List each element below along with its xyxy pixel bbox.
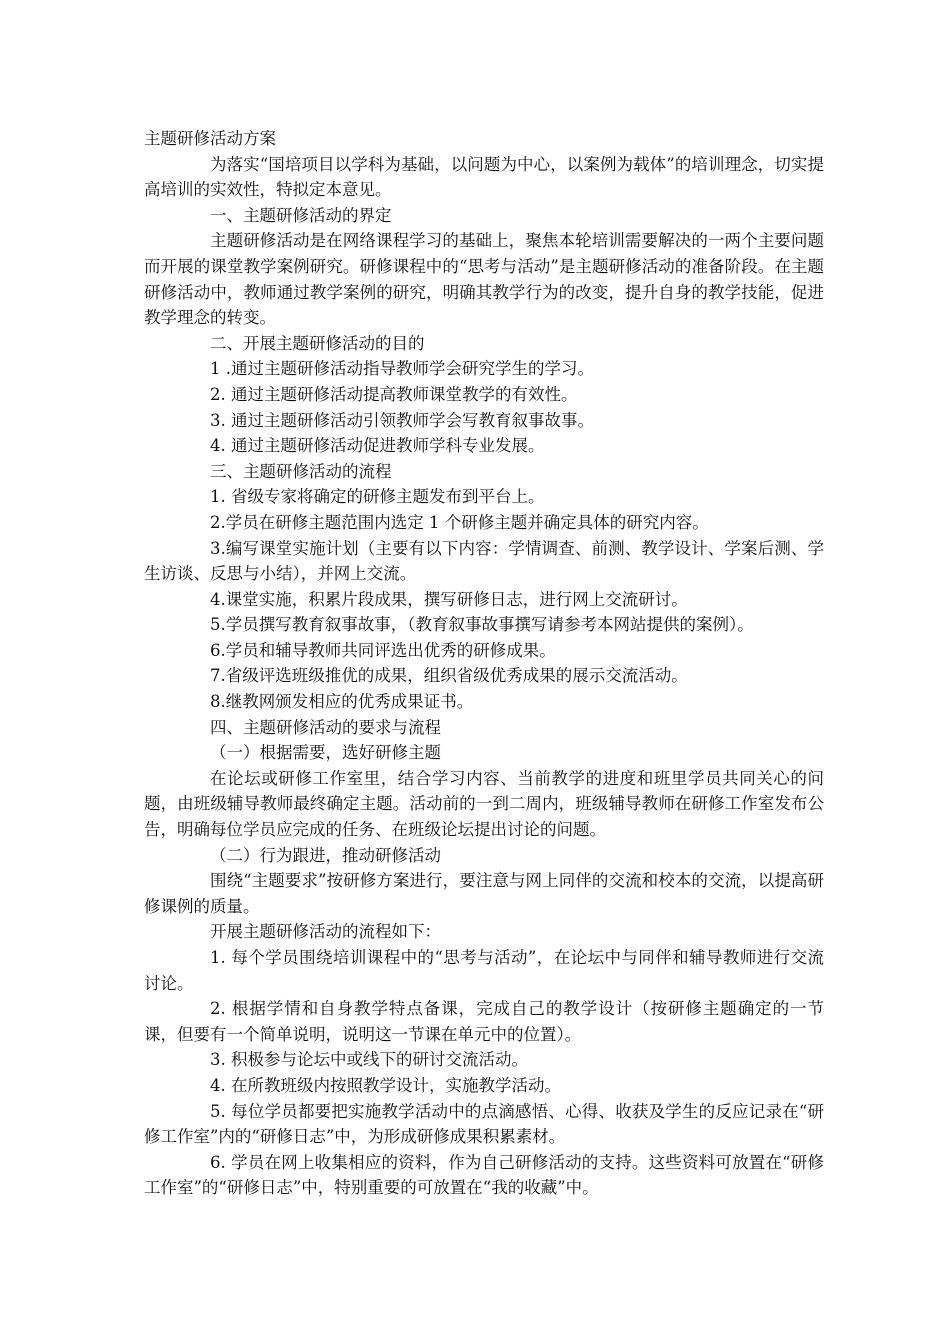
list-item-process-2: 2.学员在研修主题范围内选定 1 个研修主题并确定具体的研究内容。: [210, 512, 709, 532]
heading-section-1: 一、主题研修活动的界定: [210, 205, 392, 225]
paragraph-definition: 主题研修活动是在网络课程学习的基础上，聚焦本轮培训需要解决的一两个主要问题而开展的课堂教学案例研究。研修课程中的“思考与活动”是主题研修活动的准备阶段。在主题研修活动中，教师通过教学案例的研究，明确其教学行为的改变，提升自身的教学技能，促进教学理念的转变。: [144, 231, 824, 328]
list-item-purpose-2: 2. 通过主题研修活动提高教师课堂教学的有效性。: [210, 384, 578, 404]
list-item-process-4: 4.课堂实施，积累片段成果，撰写研修日志，进行网上交流研讨。: [210, 589, 688, 609]
list-item-flow-6: 6. 学员在网上收集相应的资料，作为自己研修活动的支持。这些资料可放置在“研修工作室”的“研修日志”中，特别重要的可放置在“我的收藏”中。: [144, 1152, 824, 1198]
list-item-purpose-1: 1 .通过主题研修活动指导教师学会研究学生的学习。: [210, 359, 594, 379]
list-item-flow-2: 2. 根据学情和自身教学特点备课，完成自己的教学设计（按研修主题确定的一节课，但要有一个简单说明，说明这一节课在单元中的位置）。: [144, 999, 824, 1044]
list-item-process-8: 8.继教网颁发相应的优秀成果证书。: [210, 692, 474, 712]
heading-section-3: 三、主题研修活动的流程: [210, 461, 392, 481]
list-item-process-1: 1. 省级专家将确定的研修主题发布到平台上。: [210, 487, 545, 507]
paragraph-4-2: 围绕“主题要求”按研修方案进行，要注意与网上同伴的交流和校本的交流，以提高研修课例的质量。: [144, 871, 824, 916]
paragraph-flow-intro: 开展主题研修活动的流程如下：: [210, 922, 441, 942]
list-item-purpose-3: 3. 通过主题研修活动引领教师学会写教育叙事故事。: [210, 410, 594, 430]
subheading-4-2: （二）行为跟进，推动研修活动: [210, 845, 441, 865]
list-item-flow-5: 5. 每位学员都要把实施教学活动中的点滴感悟、心得、收获及学生的反应记录在“研修工作室”内的“研修日志”中，为形成研修成果积累素材。: [144, 1101, 824, 1147]
list-item-flow-3: 3. 积极参与论坛中或线下的研讨交流活动。: [210, 1050, 528, 1070]
document-body: [144, 126, 824, 1201]
heading-section-4: 四、主题研修活动的要求与流程: [210, 717, 441, 737]
list-item-process-6: 6.学员和辅导教师共同评选出优秀的研修成果。: [210, 640, 556, 660]
list-item-process-3: 3.编写课堂实施计划（主要有以下内容：学情调查、前测、教学设计、学案后测、学生访谈、反思与小结），并网上交流。: [144, 538, 824, 584]
list-item-flow-4: 4. 在所教班级内按照教学设计，实施教学活动。: [210, 1075, 561, 1095]
list-item-process-5: 5.学员撰写教育叙事故事，（教育叙事故事撰写请参考本网站提供的案例）。: [210, 615, 754, 635]
list-item-purpose-4: 4. 通过主题研修活动促进教师学科专业发展。: [210, 436, 545, 456]
heading-section-2: 二、开展主题研修活动的目的: [210, 333, 425, 353]
list-item-process-7: 7.省级评选班级推优的成果，组织省级优秀成果的展示交流活动。: [210, 666, 688, 686]
document-title: 主题研修活动方案: [144, 129, 276, 148]
paragraph-4-1: 在论坛或研修工作室里，结合学习内容、当前教学的进度和班里学员共同关心的问题，由班级辅导教师最终确定主题。活动前的一到二周内，班级辅导教师在研修工作室发布公告，明确每位学员应完成的任务、在班级论坛提出讨论的问题。: [144, 768, 824, 840]
paragraph-intro: 为落实“国培项目以学科为基础，以问题为中心，以案例为载体”的培训理念，切实提高培训的实效性，特拟定本意见。: [144, 154, 824, 200]
list-item-flow-1: 1. 每个学员围绕培训课程中的“思考与活动”，在论坛中与同伴和辅导教师进行交流讨论。: [144, 948, 824, 993]
subheading-4-1: （一）根据需要，选好研修主题: [210, 743, 441, 763]
